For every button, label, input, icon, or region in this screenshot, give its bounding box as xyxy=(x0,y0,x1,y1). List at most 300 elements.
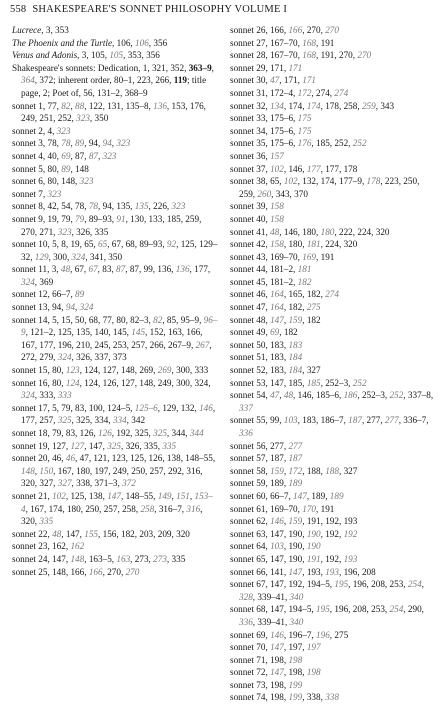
index-entry xyxy=(230,263,434,276)
index-entry-text: , 338, 371–3, xyxy=(71,478,123,489)
index-entry-text: 325 xyxy=(57,415,72,426)
index-entry-text: The Phoenix and the Turtle xyxy=(12,37,113,48)
index-entry-text: 323 xyxy=(171,201,186,212)
index-entry-text: 145 xyxy=(131,327,146,338)
index-entry-text: 175 xyxy=(297,125,312,136)
index-entry-text: 176 xyxy=(297,138,312,149)
index-entry-text: sonnet 14, 5, 15, 50, 68, 77, 80, 82–3, xyxy=(12,314,154,325)
index-entry-text: sonnet 21, xyxy=(12,490,53,501)
index-entry-text: 102 xyxy=(270,163,284,174)
running-header xyxy=(10,4,430,15)
index-entry-text: 195 xyxy=(334,579,349,590)
index-column-left xyxy=(12,24,218,578)
index-entry-text: , 182, xyxy=(283,302,307,313)
index-entry-text: sonnet 71, 198, xyxy=(230,654,289,665)
index-entry xyxy=(12,238,218,263)
index-entry-text: , 326, 337, 373 xyxy=(71,352,127,363)
index-entry xyxy=(230,603,434,628)
index-entry-text: , 226, xyxy=(148,201,172,212)
index-entry-text: 252 xyxy=(389,390,404,401)
index-entry-text: sonnet 48, xyxy=(230,314,271,325)
index-entry-text: , 339–41, xyxy=(252,616,290,627)
index-entry-text: sonnet 59, 189, xyxy=(230,478,289,489)
index-entry-text: sonnet 12, 66–7, xyxy=(12,289,76,300)
index-entry-text: , 274, xyxy=(311,87,335,98)
index-entry-text: 187 xyxy=(288,453,303,464)
index-entry-text: sonnet 25, 148, 166, xyxy=(12,566,89,577)
index-entry-text: sonnet 5, 80, xyxy=(12,163,62,174)
index-entry-text: 87 xyxy=(116,264,126,275)
index-entry-text: , 369 xyxy=(34,276,54,287)
index-entry-text: 155 xyxy=(84,528,99,539)
index-entry-text: 340 xyxy=(289,591,304,602)
index-entry-text: , 147, xyxy=(84,440,108,451)
index-entry-text: , 327 xyxy=(302,365,321,376)
index-entry-text: 273 xyxy=(153,553,167,564)
index-entry-text: 69 xyxy=(61,150,71,161)
index-entry-text: 323 xyxy=(102,150,117,161)
index-entry-text: sonnet 64, xyxy=(230,541,271,552)
index-entry xyxy=(230,540,434,553)
index-entry-text: , 182 xyxy=(279,327,298,338)
index-entry xyxy=(230,679,434,692)
index-entry-text: sonnet 36, xyxy=(230,150,271,161)
index-entry-text: , 191, 270, xyxy=(316,50,358,61)
index-entry-text: 168 xyxy=(302,37,317,48)
index-entry-text: , 188, xyxy=(302,465,326,476)
index-entry-text: 189 xyxy=(288,478,303,489)
index-entry-text: 48 xyxy=(283,390,294,401)
index-entry-text: 270 xyxy=(357,50,372,61)
index-entry-text: , 343 xyxy=(375,100,395,111)
index-entry xyxy=(230,666,434,679)
index-entry-text: 119 xyxy=(173,75,188,86)
index-entry xyxy=(230,629,434,642)
index-entry-text: , 67, 68, 89–93, xyxy=(107,239,167,250)
page-number: 558 xyxy=(10,4,27,15)
index-entry-text: 171 xyxy=(302,75,317,86)
index-entry-text: 324 xyxy=(79,302,94,313)
index-entry xyxy=(230,238,434,251)
index-entry-text: , xyxy=(171,490,177,501)
index-entry-text: 47 xyxy=(270,75,280,86)
index-entry-text: 199 xyxy=(288,692,303,703)
index-entry-text: sonnet 46, xyxy=(230,289,271,300)
index-entry-text: 96–9 xyxy=(21,314,218,338)
index-entry-text: , 153, 176, 249, 251, 252, xyxy=(21,100,206,124)
index-entry-text: , 191, 192, 193 xyxy=(302,516,358,527)
index-entry-text: 340 xyxy=(289,616,304,627)
index-entry xyxy=(230,87,434,100)
index-entry-text: , 129, 132, xyxy=(157,402,200,413)
index-entry-text: 259 xyxy=(361,100,376,111)
index-entry-text: , 372; inherent order, 80–1, 223, 266, xyxy=(34,75,174,86)
index-entry xyxy=(12,175,218,188)
index-entry-text: sonnet 6, 80, 148, xyxy=(12,176,80,187)
index-entry-text: 191 xyxy=(306,553,321,564)
index-entry-text: , 196, 208, 253, xyxy=(329,604,390,615)
index-entry-text: , 124, 126, 127, 148, 249, 300, 324, xyxy=(79,377,211,388)
index-entry-text: sonnet 4, 40, xyxy=(12,150,62,161)
index-entry-text: , 191 xyxy=(316,251,335,262)
index-entry xyxy=(230,515,434,528)
index-entry-text: sonnet 32, xyxy=(230,100,271,111)
index-entry-text: , 87, xyxy=(70,150,89,161)
index-entry-text: , 83, xyxy=(97,264,117,275)
index-entry-text: , 336–7, xyxy=(398,415,429,426)
index-entry-text: 323 xyxy=(76,113,90,124)
index-entry xyxy=(12,49,218,62)
index-entry-text: , xyxy=(111,138,117,149)
index-entry-text: 277 xyxy=(288,440,303,451)
index-entry-text: , 335 xyxy=(166,553,186,564)
index-entry-text: , 196–7, xyxy=(283,629,317,640)
index-entry-text: 88 xyxy=(75,100,85,111)
index-entry-text: , 130, 133, 185, 259, 270, 271, xyxy=(21,213,202,237)
index-entry-text: 258 xyxy=(140,503,155,514)
index-entry-text: , 174, xyxy=(283,100,307,111)
index-entry-text: 172 xyxy=(288,465,303,476)
index-entry-text: , 89–93, xyxy=(84,213,117,224)
index-entry-text: 196 xyxy=(316,629,330,640)
index-entry-text: 325 xyxy=(107,440,121,451)
index-entry-text: sonnet 27, 167–70, xyxy=(230,37,303,48)
index-entry-text: sonnet 8, 42, 54, 78, xyxy=(12,201,89,212)
index-entry-text: 147 xyxy=(288,566,303,577)
index-entry xyxy=(230,163,434,176)
index-entry xyxy=(230,490,434,503)
index-entry-text: 89 xyxy=(61,163,71,174)
index-entry-text: , xyxy=(283,314,289,325)
index-entry-text: 274 xyxy=(325,289,339,300)
index-entry-text: 92 xyxy=(166,239,177,250)
index-entry xyxy=(230,364,434,377)
index-entry-text: sonnet 15, 80, xyxy=(12,365,66,376)
index-entry-text: , 85, 95–9, xyxy=(162,314,204,325)
index-entry-text: sonnet 40, xyxy=(230,213,271,224)
index-entry-text: 169 xyxy=(302,251,317,262)
index-entry-text: , 3, 353 xyxy=(41,25,69,35)
index-entry-text: 158 xyxy=(270,213,284,224)
index-entry-text: sonnet 49, xyxy=(230,327,271,338)
index-entry-text: , xyxy=(421,579,424,590)
index-entry xyxy=(12,62,218,100)
index-entry xyxy=(12,314,218,364)
index-entry-text: , 191 xyxy=(316,503,335,514)
index-entry-text: 136 xyxy=(153,100,167,111)
index-entry-text: sonnet 34, 175–6, xyxy=(230,125,298,136)
index-entry xyxy=(230,326,434,339)
index-entry-text: 151 xyxy=(176,490,190,501)
index-entry-text: 323 xyxy=(47,188,62,199)
index-entry-text: 274 xyxy=(334,87,349,98)
index-entry-text: , 180, xyxy=(283,239,307,250)
index-entry-text: , xyxy=(283,465,289,476)
index-entry-text: , 121–2, 125, 135, 140, 145, xyxy=(25,327,132,338)
index-entry xyxy=(12,188,218,201)
index-entry-text: , 192, xyxy=(320,553,344,564)
index-entry xyxy=(230,150,434,163)
index-entry-text: 270 xyxy=(325,25,339,35)
index-entry xyxy=(230,251,434,264)
index-entry xyxy=(12,24,218,37)
index-entry xyxy=(12,137,218,150)
index-entry-text: sonnet 62, xyxy=(230,516,271,527)
index-entry-text: , 337–8, xyxy=(403,390,434,401)
index-entry-text: 277 xyxy=(384,415,399,426)
index-entry-text: 182 xyxy=(297,276,312,287)
index-entry-text: , 94, xyxy=(84,138,103,149)
index-entry-text: , 343, 370 xyxy=(271,188,308,199)
index-entry-text: 164 xyxy=(270,302,284,313)
index-entry-text: , 272, 279, xyxy=(21,339,212,363)
index-entry-text: , 300, xyxy=(48,251,72,262)
index-entry xyxy=(230,112,434,125)
index-entry-text: 337 xyxy=(239,402,253,413)
index-entry-text: 195 xyxy=(316,604,330,615)
index-entry xyxy=(230,226,434,239)
index-entry-text: sonnet 43, 169–70, xyxy=(230,251,303,262)
index-entry-text: 324 xyxy=(21,276,35,287)
index-entry-text: 188 xyxy=(325,465,339,476)
index-entry-text: 126 xyxy=(98,428,112,438)
index-entry-text: 103 xyxy=(283,415,298,426)
running-title: SHAKESPEARE'S SONNET PHILOSOPHY VOLUME I xyxy=(32,4,288,15)
index-entry-text: 175 xyxy=(297,113,312,124)
index-entry-text: sonnet 63, 147, 190, xyxy=(230,528,307,539)
index-entry-text: , 183, 186–7, xyxy=(297,415,349,426)
index-entry-text: , 270, xyxy=(102,566,126,577)
index-entry-text: 324 xyxy=(57,352,72,363)
index-entry xyxy=(230,578,434,603)
index-entry-text: sonnet 54, xyxy=(230,390,271,401)
index-entry xyxy=(230,553,434,566)
index-entry-text: , 148–55, xyxy=(120,490,158,501)
index-entry-text: , 325, 334, xyxy=(71,415,113,426)
index-entry-text: 172 xyxy=(297,87,312,98)
index-entry xyxy=(230,414,434,439)
index-entry-text: , 326, 335, xyxy=(120,440,163,451)
index-entry-text: 186 xyxy=(343,390,358,401)
index-entry xyxy=(230,314,434,327)
index-entry-text: , 156, 182, 203, 209, 320 xyxy=(98,528,190,539)
index-entry xyxy=(230,440,434,453)
index-entry-text: , 198, xyxy=(283,667,307,678)
index-entry-text: , 185, 252, xyxy=(311,138,353,149)
index-entry-text: , xyxy=(98,150,103,161)
index-entry-text: 102 xyxy=(283,176,298,187)
index-entry-text: 190 xyxy=(306,528,321,539)
index-entry-text: 46 xyxy=(65,453,76,464)
index-entry-text: 198 xyxy=(288,654,303,665)
index-entry-text: 197 xyxy=(306,642,321,653)
index-entry-text: 136 xyxy=(175,264,190,275)
index-entry-text: 147 xyxy=(270,314,284,325)
index-entry-text: 129 xyxy=(34,251,49,262)
index-entry-text: , 163–5, xyxy=(84,553,117,564)
index-entry-text: , 196, 208 xyxy=(338,566,376,577)
index-entry-text: sonnet 68, 147, 194–5, xyxy=(230,604,317,615)
index-entry xyxy=(230,175,434,200)
index-entry-text: 147 xyxy=(107,490,121,501)
index-entry-text: , 339–41, xyxy=(252,591,290,602)
index-entry-text: 159 xyxy=(288,516,303,527)
index-entry xyxy=(12,490,218,528)
index-entry-text: sonnet 74, 198, xyxy=(230,692,289,703)
index-entry xyxy=(230,641,434,654)
index-entry-text: 146 xyxy=(270,516,284,527)
index-entry-text: , 222, 224, 320 xyxy=(334,226,390,237)
index-entry-text: , 171, xyxy=(279,75,303,86)
index-entry-text: 189 xyxy=(329,490,344,501)
index-entry-text: 192 xyxy=(343,528,358,539)
index-entry xyxy=(230,691,434,704)
index-entry xyxy=(230,200,434,213)
index-entry-text: 199 xyxy=(288,679,303,690)
index-entry xyxy=(230,213,434,226)
index-entry-text: 178 xyxy=(366,176,381,187)
index-entry xyxy=(230,465,434,478)
index-entry xyxy=(230,339,434,352)
index-entry-text: , 47, 121, 123, 125, 126, 138, 148–55, xyxy=(75,453,216,464)
index-entry-text: 147 xyxy=(270,642,284,653)
index-entry-text: 323 xyxy=(57,226,72,237)
index-entry-text: sonnet 23, 162, xyxy=(12,541,71,552)
index-entry-text: 270 xyxy=(125,566,140,577)
index-entry-text: sonnet 11, 3, xyxy=(12,264,61,275)
index-entry-text: 316 xyxy=(186,503,201,514)
index-entry-text: 148 xyxy=(21,465,35,476)
index-entry-text: , 290, xyxy=(403,604,424,615)
index-entry-text: 333 xyxy=(57,390,72,401)
index-entry-text: 147 xyxy=(270,667,284,678)
index-entry-text: , 223, 250, 259, xyxy=(239,176,420,199)
index-entry-text: sonnet 52, 183, xyxy=(230,365,289,376)
index-entry xyxy=(230,137,434,150)
index-entry-text: , 124, 127, 148, 269, xyxy=(79,365,158,376)
index-entry xyxy=(12,553,218,566)
index-entry-text: 193 xyxy=(325,566,339,577)
index-entry-text: , 316–7, xyxy=(154,503,187,514)
index-entry-text: sonnet 9, 19, 79, xyxy=(12,213,76,224)
index-entry-text: , 165, 182, xyxy=(283,289,326,300)
index-entry-text: , 197, xyxy=(283,642,307,653)
index-entry-text: , 177, 178 xyxy=(320,163,358,174)
index-entry-text: sonnet 56, 277, xyxy=(230,440,289,451)
index-entry xyxy=(12,200,218,213)
index-entry-text: sonnet 67, 147, 192, 194–5, xyxy=(230,579,335,590)
index-entry-text: sonnet 42, xyxy=(230,239,271,250)
index-entry-text: 157 xyxy=(270,150,284,161)
index-entry-text: sonnet 58, xyxy=(230,465,271,476)
index-entry-text: 260 xyxy=(257,188,272,199)
index-entry-text: 190 xyxy=(306,541,321,552)
index-entry-text: 269 xyxy=(157,365,172,376)
index-entry-text: 252 xyxy=(352,138,367,149)
index-entry-text: , xyxy=(283,516,289,527)
index-entry-text: sonnet 30, xyxy=(230,75,271,86)
index-entry-text: 158 xyxy=(270,239,284,250)
index-entry-text: 67 xyxy=(88,264,98,275)
index-entry-text: , xyxy=(34,465,40,476)
index-entry-text: , 106, xyxy=(112,37,135,48)
index-entry-text: 168 xyxy=(302,50,317,61)
index-entry xyxy=(230,125,434,138)
index-entry-text: 335 xyxy=(162,440,177,451)
index-entry-text: 159 xyxy=(270,465,284,476)
index-entry xyxy=(230,301,434,314)
index-entry xyxy=(230,276,434,289)
index-entry-text: , 132, 174, 177–9, xyxy=(297,176,367,187)
index-entry-text: , xyxy=(70,100,76,111)
index-entry-text: , xyxy=(279,390,284,401)
index-entry-text: 187 xyxy=(348,415,362,426)
index-entry-text: 91 xyxy=(116,213,126,224)
index-entry-text: , 273, xyxy=(130,553,154,564)
index-entry-text: 164 xyxy=(270,289,284,300)
index-entry-text: sonnet 73, 198, xyxy=(230,679,289,690)
index-entry-text: , 167, 174, 180, 250, 257, 258, xyxy=(25,503,141,514)
index-entry-text: , 87, 99, 136, xyxy=(125,264,176,275)
index-entry-text: 328 xyxy=(239,591,253,602)
index-entry xyxy=(230,37,434,50)
index-entry-text: 184 xyxy=(288,352,303,363)
index-entry-text: 324 xyxy=(71,251,86,262)
index-entry-text: 267 xyxy=(195,339,210,350)
index-entry-text: 363–9 xyxy=(188,62,212,73)
index-entry-text: 134 xyxy=(270,100,284,111)
index-entry-text: 335 xyxy=(39,516,54,527)
index-entry-text: , 342 xyxy=(126,415,146,426)
index-entry-text: sonnet 24, 147, xyxy=(12,553,71,564)
index-entry-text: , 146, xyxy=(283,163,307,174)
index-entry-text: 147 xyxy=(293,490,307,501)
index-entry-text: 78 xyxy=(61,138,71,149)
index-entry-text: 181 xyxy=(297,264,312,275)
index-entry-text: 336 xyxy=(239,616,253,627)
index-entry-text: , 341, 350 xyxy=(85,251,123,262)
index-entry-text: 69 xyxy=(270,327,280,338)
index-entry-text: 94 xyxy=(65,302,76,313)
index-entry-text: sonnet 44, 181–2, xyxy=(230,264,298,275)
index-entry-text: 324 xyxy=(21,390,35,401)
index-entry-text: 94 xyxy=(102,138,112,149)
index-entry-text: sonnet 55, 99, xyxy=(230,415,284,426)
index-entry xyxy=(230,477,434,490)
index-entry-text: , 148 xyxy=(70,163,89,174)
index-entry xyxy=(12,100,218,125)
index-entry xyxy=(230,389,434,414)
index-entry-text: 123 xyxy=(65,365,80,376)
index-entry-text: 275 xyxy=(306,302,321,313)
index-entry-text: , 94, 135, xyxy=(98,201,135,212)
index-entry xyxy=(12,427,218,440)
index-entry-text: , 353, 356 xyxy=(123,50,160,61)
index-entry-text: , 125, 129–32, xyxy=(21,239,218,262)
index-entry-text: 162 xyxy=(70,541,85,552)
index-entry-text: sonnet 47, xyxy=(230,302,271,313)
index-entry-text: 323 xyxy=(79,176,94,187)
index-entry-text: sonnet 29, 171, xyxy=(230,62,289,73)
index-entry-text: 170 xyxy=(302,503,317,514)
index-entry-text: 166 xyxy=(288,25,303,35)
index-entry-text: , 146, 185–6, xyxy=(293,390,344,401)
index-entry-text: sonnet 61, 169–70, xyxy=(230,503,303,514)
index-entry-text: sonnet 2, 4, xyxy=(12,125,57,136)
index-entry-text: 163 xyxy=(116,553,131,564)
index-entry-text: sonnet 57, 187, xyxy=(230,453,289,464)
index-entry-text: , 192, xyxy=(320,528,344,539)
